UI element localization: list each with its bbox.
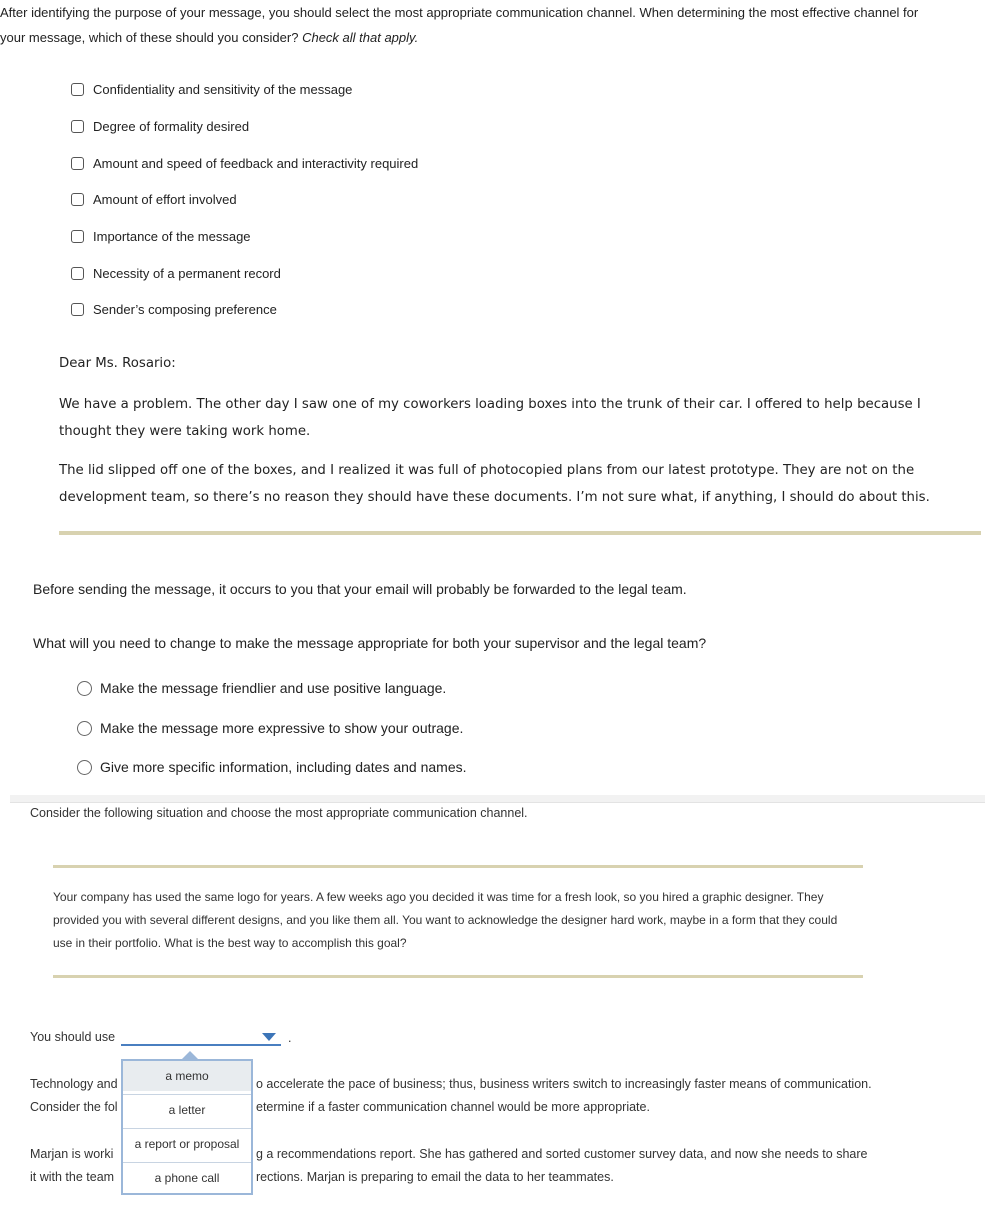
checkbox-option-importance[interactable]: Importance of the message	[71, 227, 251, 245]
bottom-line-1-right: o accelerate the pace of business; thus, business writers switch to increasingly faster means of communication.	[256, 1077, 872, 1091]
question-3-prompt: Consider the following situation and choose the most appropriate communication channel.	[30, 806, 528, 820]
checkbox[interactable]	[71, 193, 84, 206]
checkbox-option-effort[interactable]: Amount of effort involved	[71, 190, 237, 208]
radio-button[interactable]	[77, 681, 92, 696]
question-1-prompt: After identifying the purpose of your message, you should select the most appropriate communication channel. When determining the most effective channel for your message, which of these should you consider? Check all that apply.	[0, 5, 919, 45]
letter-divider	[59, 531, 981, 535]
question-1-instruction: Check all that apply.	[302, 30, 419, 45]
checkbox[interactable]	[71, 303, 84, 316]
radio-button[interactable]	[77, 760, 92, 775]
dropdown-option-report[interactable]: a report or proposal	[134, 1137, 240, 1151]
checkbox-option-formality[interactable]: Degree of formality desired	[71, 117, 249, 135]
checkbox-option-confidentiality[interactable]: Confidentiality and sensitivity of the message	[71, 80, 352, 98]
scenario-bottom-rule	[53, 975, 863, 978]
bottom-line-1-left: Technology and	[30, 1077, 118, 1091]
radio-option-specific-info[interactable]: Give more specific information, including dates and names.	[77, 758, 467, 776]
radio-option-friendlier[interactable]: Make the message friendlier and use positive language.	[77, 679, 446, 697]
dropdown-option-memo[interactable]: a memo	[123, 1061, 251, 1091]
scenario-top-rule	[53, 865, 863, 868]
answer-prefix: You should use	[30, 1030, 116, 1044]
question-2-prompt: What will you need to change to make the message appropriate for both your supervisor and the legal team?	[33, 635, 707, 651]
channel-dropdown-menu	[121, 1059, 253, 1195]
checkbox[interactable]	[71, 83, 84, 96]
checkbox-option-composing-preference[interactable]: Sender’s composing preference	[71, 300, 277, 318]
checkbox[interactable]	[71, 120, 84, 133]
checkbox-option-feedback[interactable]: Amount and speed of feedback and interactivity required	[71, 154, 418, 172]
letter-paragraph-1: We have a problem. The other day I saw one of my coworkers loading boxes into the trunk of their car. I offered to help because I thought they were taking work home.	[59, 397, 921, 439]
radio-option-expressive[interactable]: Make the message more expressive to show your outrage.	[77, 719, 463, 737]
channel-dropdown[interactable]	[121, 1044, 281, 1046]
bottom-line-2-right: etermine if a faster communication channel would be more appropriate.	[256, 1100, 650, 1114]
checkbox[interactable]	[71, 230, 84, 243]
question-2-context: Before sending the message, it occurs to you that your email will probably be forwarded to the legal team.	[33, 581, 687, 597]
letter-salutation: Dear Ms. Rosario:	[59, 356, 176, 371]
bottom-line-3-right: g a recommendations report. She has gathered and sorted customer survey data, and now she needs to share	[256, 1147, 868, 1161]
checkbox[interactable]	[71, 157, 84, 170]
checkbox[interactable]	[71, 267, 84, 280]
bottom-line-3-left: Marjan is worki	[30, 1147, 114, 1161]
scenario-text: Your company has used the same logo for years. A few weeks ago you decided it was time for a fresh look, so you hired a graphic designer. They provided you with several different designs, and you like them all. You want to acknowledge the designer hard work, maybe in a form that they could use in their portfolio. What is the best way to accomplish this goal?	[53, 890, 838, 950]
dropdown-caret-icon	[182, 1051, 198, 1059]
dropdown-arrow-icon[interactable]	[262, 1033, 276, 1041]
checkbox-option-permanent-record[interactable]: Necessity of a permanent record	[71, 264, 281, 282]
dropdown-option-letter[interactable]: a letter	[168, 1103, 206, 1117]
radio-button[interactable]	[77, 721, 92, 736]
section-divider	[10, 795, 985, 803]
bottom-line-4-right: rections. Marjan is preparing to email the data to her teammates.	[256, 1170, 614, 1184]
bottom-line-2-left: Consider the fol	[30, 1100, 118, 1114]
letter-paragraph-2: The lid slipped off one of the boxes, and I realized it was full of photocopied plans from our latest prototype. They are not on the development team, so there’s no reason they should have these documents. I’m not sure what, if anything, I should do about this.	[59, 463, 930, 505]
bottom-line-4-left: it with the team	[30, 1170, 115, 1184]
answer-suffix: .	[288, 1031, 292, 1045]
dropdown-option-phone-call[interactable]: a phone call	[154, 1171, 220, 1185]
